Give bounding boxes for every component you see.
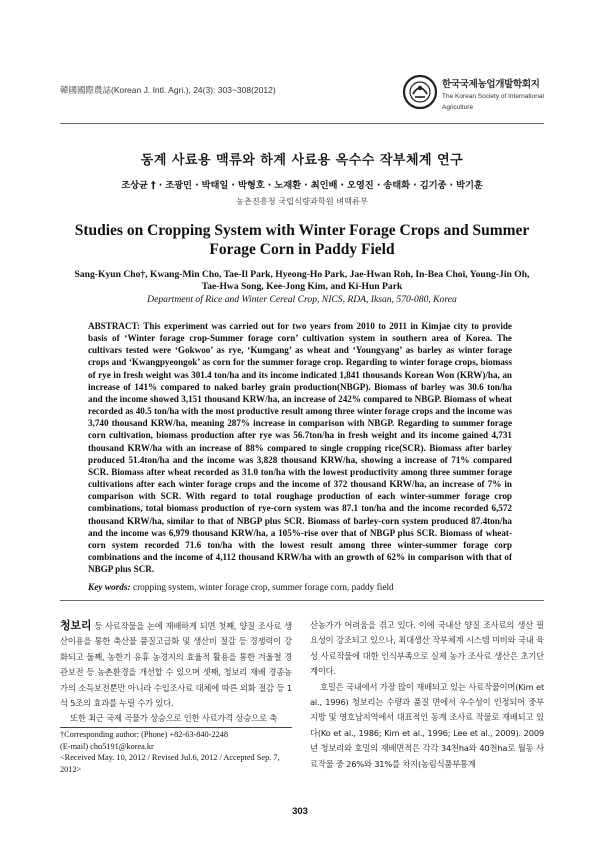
society-name (442, 76, 572, 112)
footnote-divider (60, 727, 292, 728)
korean-title: 동계 사료용 맥류와 하계 사료용 옥수수 작부체계 연구 (140, 153, 464, 168)
body-paragraph-2: 또한 최근 국제 곡물가 상승으로 인한 사료가격 상승으로 축 (70, 713, 278, 724)
received-dates: <Received May. 10, 2012 / Revised Jul.6, 2012 / Accepted Sep. 7, 2012> (60, 753, 280, 774)
society-name-ko: 한국국제농업개발학회지 (442, 79, 540, 90)
corresponding-author: †Corresponding author: (Phone) +82-63-840-2248 (60, 730, 229, 739)
english-title: Studies on Cropping System with Winter Forage Crops and Summer Forage Corn in Paddy Field (74, 222, 530, 258)
lead-word: 청보리 (60, 619, 92, 632)
society-name-en-1: The Korean Society of International (442, 93, 544, 100)
abstract: ABSTRACT: This experiment was carried out for two years from 2010 to 2011 in Kimjae city to provide basis of ‘Winter forage crop-Summer forage corn’ cultivation system in southern area of Korea. The cultivars tested were ‘Gokwoo’ as rye, ‘Kumgang’ as wheat and ‘Youngyang’ as barley as winter forage crops and ‘Kwangpyeongok’ as corn for the summer forage crop. Regarding to winter forage crops, biomass of rye in fresh weight was 301.4 ton/ha and its income indicated 1,841 thousands Korean Won (KRW)/ha, an increase of 141% compared to naked barley grain production(NBGP). Biomass of barley was 30.6 ton/ha and the income showed 3,151 thousand KRW/ha, an increase of 242% compared to NBGP. Biomass of wheat recorded as 40.5 ton/ha with the most productive result among three winter forage crops and the income was 3,740 thousand KRW/ha, meaning 287% increase in comparison with NBGP. Regarding to summer forage corn cultivation, biomass production after rye was 56.7ton/ha in fresh weight and its income gained 4,731 thousand KRW/ha with an increase of 88% compared to single cropping rice(SCR). Biomass after barley produced 51.4ton/ha and the income was 3,828 thousand KRW/ha, showing a increase of 71% compared SCR. Biomass after wheat recorded as 31.0 ton/ha with the lowest productivity among three summer forage cultivations after each winter forage crops and the income of 372 thousand KRW/ha, an increase of 7% in comparison with SCR. With regard to total roughage production of each winter-summer forage crop combinations, total biomass production of rye-corn system was 87.1 ton/ha and the income recorded 6,572 thousand KRW/ha, similar to that of NBGP plus SCR. Biomass of barley-corn system produced 87.4ton/ha and the income was 6,979 thousand KRW/ha, a 105%-rise over that of NBGP plus SCR. Biomass of wheat-corn system recorded 71.6 ton/ha with the lowest result among three winter-summer forage corp combinations and the income of 4,112 thousand KRW/ha with an growth of 62% in comparison with that of NBGP plus SCR. (88, 321, 512, 575)
english-authors-line1: Sang-Kyun Cho†, Kwang-Min Cho, Tae-Il Park, Hyeong-Ho Park, Jae-Hwan Roh, In-Bea Choi, Young-Jin Oh, (74, 269, 530, 280)
korean-affiliation: 농촌진흥청 국립식량과학원 벼맥류부 (236, 196, 368, 206)
journal-reference: 韓國國際農誌(Korean J. Intl. Agri.), 24(3): 303~308(2012) (60, 85, 276, 95)
body-right-paragraph-1: 산농가가 어려움을 겪고 있다. 이에 국내산 양질 조사료의 생산 필요성이 강조되고 있으나, 최대생산 작부체계 시스템 미비와 국내 육성 사료작물에 대한 인식부족으로 실제 농가 조사료 생산은 초기단계이다. (310, 620, 544, 677)
keywords (88, 583, 512, 593)
keywords-text: cropping system, winter forage crop, summer forage corn, paddy field (132, 583, 394, 593)
society-logo-icon (402, 74, 438, 110)
korean-authors: 조상균 † · 조광민 · 박태일 · 박형호 · 노재환 · 최인배 · 오영진 · 송태화 · 김기종 · 박기훈 (121, 180, 483, 191)
english-authors (70, 269, 534, 293)
header-divider (60, 123, 544, 124)
body-right-paragraph-2: 호밀은 국내에서 가장 많이 재배되고 있는 사료작물이며(Kim et al., 1996) 청보리는 수량과 품질 면에서 우수성이 인정되어 중부지방 및 영호남지역에서 대표적인 동계 조사료 작물로 재배되고 있다(Ko et al., 1986; Kim et al., 1996; Lee et al., 2009). 2009년 청보리와 호밀의 재배면적은 각각 34천ha와 40천ha로 월동 사료작물 중 26%와 31%를 차지(농림식품부통계 (310, 681, 544, 769)
author-email: (E-mail) cho5191@korea.kr (60, 741, 154, 751)
body-right-column (310, 618, 544, 772)
body-left-text: 등 사료작물을 논에 재배하게 되면 첫째, 양질 조사료 생산이용을 통한 축산물 품질고급화 및 생산비 절감 등 경쟁력이 강화되고 둘째, 농한기 유휴 농경지의 효율적 활용을 통한 겨울철 경관보전 등 농촌환경을 개선할 수 있으며 셋째, 청보리 재배 경종농가의 소득보전뿐만 아니라 수입조사료 대체에 따른 외화 절감 등 1석 5조의 효과를 누릴 수가 있다. (60, 621, 292, 709)
body-paragraph (60, 618, 292, 711)
body-left-column (60, 618, 292, 727)
footnotes (60, 729, 300, 775)
abstract-divider (60, 600, 544, 601)
english-affiliation: Department of Rice and Winter Cereal Crop, NICS, RDA, Iksan, 570-080, Korea (147, 294, 457, 305)
keywords-label: Key words: (88, 583, 131, 593)
society-name-en-2: Agriculture (442, 104, 474, 111)
english-authors-line2: Tae-Hwa Song, Kee-Jong Kim, and Ki-Hun Park (201, 281, 403, 292)
page-number: 303 (292, 806, 308, 817)
